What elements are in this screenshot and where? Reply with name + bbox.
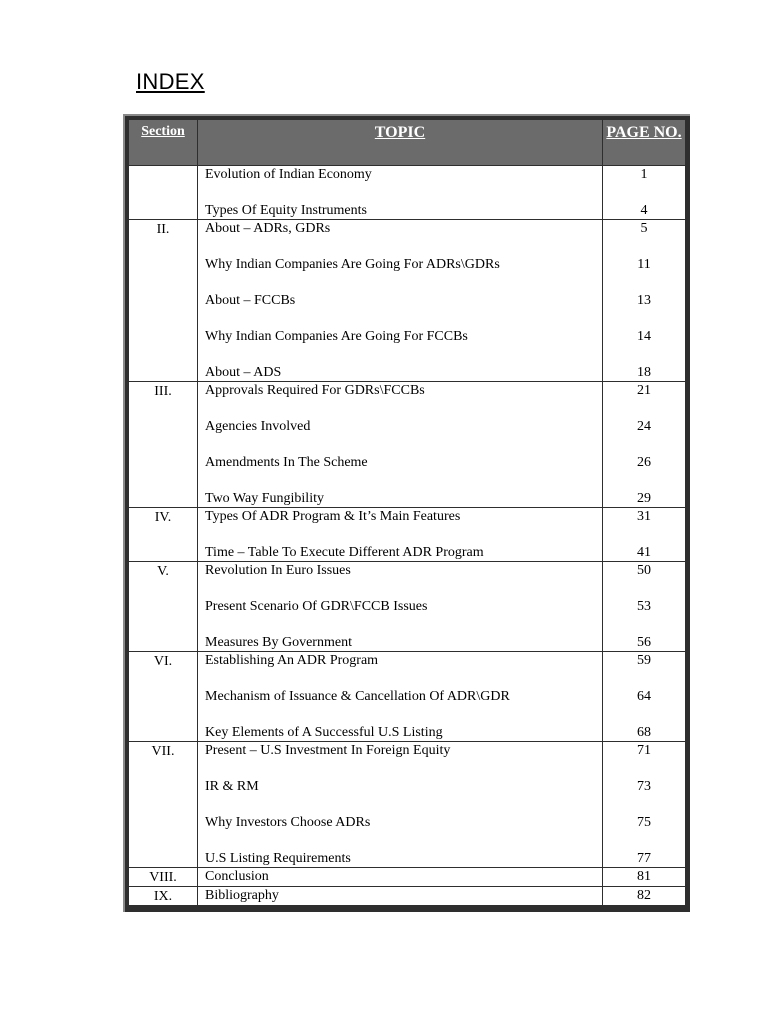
topic-title: Approvals Required For GDRs\FCCBs [205,383,425,398]
header-page-no: PAGE NO. [603,120,686,166]
page-number: 71 [637,743,651,758]
page-number: 4 [640,203,648,218]
topic-title: About – FCCBs [205,293,296,308]
page-cell [603,868,686,887]
topic-title: Agencies Involved [205,419,311,434]
topic-title: Evolution of Indian Economy [205,167,372,182]
topic-cell [198,868,603,887]
topic-title: Establishing An ADR Program [205,653,379,668]
page-number: 11 [637,257,651,272]
index-group-row [129,220,686,382]
page-number: 41 [637,545,651,560]
page-cell [603,562,686,652]
page-cell [603,652,686,742]
page-number: 1 [640,167,648,182]
section-number: VIII. [129,868,198,887]
page-number: 5 [640,221,648,236]
page-cell [603,742,686,868]
page-number: 56 [637,635,651,650]
topic-title: Types Of Equity Instruments [205,203,367,218]
section-number: IX. [129,887,198,906]
page-number: 29 [637,491,651,506]
page-number: 77 [637,851,651,866]
topic-cell [198,508,603,562]
topic-title: Mechanism of Issuance & Cancellation Of ADR\GDR [205,689,510,704]
topic-title: U.S Listing Requirements [205,851,351,866]
section-number: V. [129,562,198,652]
index-group-row [129,382,686,508]
topic-cell [198,382,603,508]
page-cell [603,220,686,382]
page-number: 50 [637,563,651,578]
topic-title: Time – Table To Execute Different ADR Program [205,545,484,560]
page-number: 31 [637,509,651,524]
index-group-row [129,508,686,562]
page-number: 68 [637,725,651,740]
topic-title: Why Indian Companies Are Going For ADRs\GDRs [205,257,500,272]
topic-title: Revolution In Euro Issues [205,563,351,578]
topic-cell [198,220,603,382]
topic-title: Types Of ADR Program & It’s Main Features [205,509,461,524]
topic-title: Bibliography [205,888,279,903]
topic-title: Two Way Fungibility [205,491,324,506]
topic-cell [198,742,603,868]
topic-title: Present Scenario Of GDR\FCCB Issues [205,599,428,614]
topic-cell [198,166,603,220]
section-number: III. [129,382,198,508]
index-group-row [129,166,686,220]
topic-title: About – ADS [205,365,282,380]
index-group-row [129,652,686,742]
topic-cell [198,652,603,742]
page-number: 59 [637,653,651,668]
section-number [129,166,198,220]
index-group-row [129,562,686,652]
page-number: 24 [637,419,651,434]
section-number: VI. [129,652,198,742]
topic-cell [198,887,603,906]
topic-title: Why Investors Choose ADRs [205,815,371,830]
page-number: 73 [637,779,651,794]
topic-cell [198,562,603,652]
topic-title: IR & RM [205,779,259,794]
page-cell [603,382,686,508]
topic-title: Why Indian Companies Are Going For FCCBs [205,329,468,344]
page-cell [603,166,686,220]
page-number: 18 [637,365,651,380]
page-number: 81 [637,869,651,884]
page-number: 26 [637,455,651,470]
page-number: 13 [637,293,651,308]
index-table [128,119,686,906]
topic-title: Key Elements of A Successful U.S Listing [205,725,443,740]
page-cell [603,887,686,906]
section-number: IV. [129,508,198,562]
page-number: 75 [637,815,651,830]
page-number: 14 [637,329,651,344]
index-group-row [129,887,686,906]
index-group-row [129,742,686,868]
header-row [129,120,686,166]
section-number: II. [129,220,198,382]
header-topic: TOPIC [198,120,603,166]
header-section: Section [129,120,198,166]
page-number: 64 [637,689,651,704]
index-group-row [129,868,686,887]
topic-title: Conclusion [205,869,269,884]
section-number: VII. [129,742,198,868]
page-number: 82 [637,888,651,903]
topic-title: About – ADRs, GDRs [205,221,331,236]
topic-title: Present – U.S Investment In Foreign Equity [205,743,451,758]
topic-title: Measures By Government [205,635,352,650]
page-number: 21 [637,383,651,398]
page-number: 53 [637,599,651,614]
topic-title: Amendments In The Scheme [205,455,368,470]
page-title: INDEX [136,69,205,94]
page-cell [603,508,686,562]
